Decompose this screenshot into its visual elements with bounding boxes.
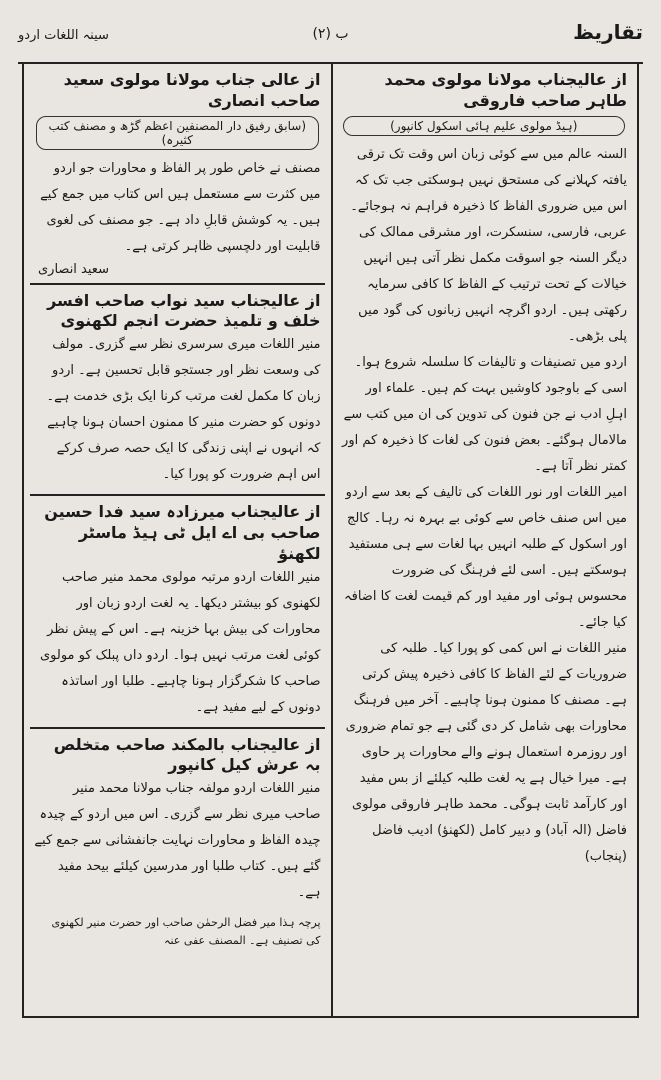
section-rule — [30, 494, 325, 496]
endorsement-heading: از عالی جناب مولانا مولوی سعید صاحب انصاری — [63, 70, 321, 110]
endorsement-heading: از عالیجناب بالمکند صاحب متخلص بہ عرش کیل کانپور — [53, 734, 321, 775]
endorsement-signature: سعید انصاری — [38, 261, 109, 277]
right-paragraph: السنہ عالم میں سے کوئی زبان اس وقت تک ترقی یافتہ کہلانے کی مستحق نہیں ہوسکتی جب تک کہ اس میں ضروری الفاظ کا ذخیرہ فراہم نہ ہوجائے۔ عربی، فارسی، سنسکرت، اور مشرقی ممالک کی دیگر السنہ جو اسوقت مکمل نظر آتی ہیں انہیں خیالات کے تحت ترتیب کے الفاظ کا کافی سرمایہ رکھتی ہیں۔ اردو اگرچہ انہیں زبانوں کی گود میں پلی بڑھی۔ — [350, 146, 627, 344]
right-paragraph: امیر اللغات اور نور اللغات کی تالیف کے بعد سے اردو میں اس صنف خاص سے کوئی بے بہرہ نہ رہا۔ کالج اور اسکول کے طلبہ انہیں بہا لغات سے ہی مستفید ہوسکتے ہیں۔ اسی لئے فرہنگ کی ضرورت محسوس ہوئی اور مفید اور کم قیمت لغت کا اضافہ کیا جائے۔ — [344, 484, 627, 630]
page-header — [18, 10, 643, 64]
endorsement-text: منیر اللغات اردو مرتبہ مولوی محمد منیر صاحب لکھنوی کو بیشتر دیکھا۔ یہ لغت اردو زبان اور محاورات کی بیش بہا خزینہ ہے۔ اس کے پیش نظر کوئی لغت مرتب نہیں ہوا۔ اردو داں پبلک کو مولوی صاحب کا شکرگزار ہونا چاہیے۔ طلبا اور اساتذہ دونوں کے لیے مفید ہے۔ — [39, 569, 321, 715]
section-rule — [30, 727, 325, 729]
right-column — [331, 64, 638, 1016]
endorsement-ansari — [24, 70, 331, 277]
endorsement-text: منیر اللغات میری سرسری نظر سے گزری۔ مولف کی وسعت نظر اور جستجو قابل تحسین ہے۔ اردو زبان کا مکمل لغت مرتب کرنا ایک بڑی خدمت ہے۔ دونوں کو حضرت منیر کا ممنون احسان ہونا چاہیے کہ انہوں نے اپنی زندگی کا ایک حصہ صرف کرکے اس اہم ضرورت کو پورا کیا۔ — [46, 337, 321, 483]
section-title: تقاریظ — [573, 20, 643, 44]
content-frame — [22, 62, 639, 1018]
endorsement-heading: از عالیجناب سید نواب صاحب افسر خلف و تلمیذ حضرت انجم لکھنوی — [47, 290, 321, 331]
endorsement-subheading: (سابق رفیق دار المصنفین اعظم گڑھ و مصنف کتب کثیرہ) — [36, 116, 319, 150]
right-paragraph: منیر اللغات نے اس کمی کو پورا کیا۔ طلبہ کی ضروریات کے لئے الفاظ کا کافی ذخیرہ پیش کرتی ہے۔ مصنف کا ممنون ہونا چاہیے۔ آخر میں فرہنگ محاورات بھی شامل کر دی گئی ہے جو تمام ضروری اور روزمرہ استعمال ہونے والے محاورات پر حاوی ہے۔ میرا خیال ہے یہ لغت طلبہ کیلئے از بس مفید اور کارآمد ثابت ہوگی۔ محمد طاہر فاروقی مولوی فاضل (الہ آباد) و دبیر کامل (لکھنؤ) ادیب فاضل (پنجاب) — [345, 640, 627, 864]
endorsement-text: مصنف نے خاص طور پر الفاظ و محاورات جو اردو میں کثرت سے مستعمل ہیں اس کتاب میں جمع کیے ہیں۔ یہ کوشش قابلِ داد ہے۔ جو مصنف کی لغوی قابلیت اور دلچسپی ظاہر کرتی ہے۔ — [40, 160, 321, 254]
endorsement-fida-husain — [24, 502, 331, 720]
right-paragraph: اردو میں تصنیفات و تالیفات کا سلسلہ شروع ہوا۔ اسی کے باوجود کاوشیں بہت کم ہیں۔ علماء اور اہلِ ادب نے جن فنون کی تدوین کی ان میں کتب سے مالامال ہوگئے۔ بعض فنون کی لغات کا ذخیرہ کم اور کمتر نظر آتا ہے۔ — [342, 354, 627, 474]
left-column — [24, 64, 331, 1016]
section-rule — [30, 283, 325, 285]
right-heading: از عالیجناب مولانا مولوی محمد طاہر صاحب فاروقی — [384, 70, 627, 110]
endorsement-heading: از عالیجناب میرزادہ سید فدا حسین صاحب بی اے ایل ٹی ہیڈ ماسٹر لکھنؤ — [44, 502, 321, 563]
running-title: سینہ اللغات اردو — [18, 28, 109, 43]
endorsement-text: منیر اللغات اردو مولفہ جناب مولانا محمد منیر صاحب میری نظر سے گزری۔ اس میں اردو کے چیدہ چیدہ الفاظ و محاورات نہایت جانفشانی سے جمع کیے گئے ہیں۔ کتاب طلبا اور مدرسین کیلئے بیحد مفید ہے۔ — [34, 781, 321, 901]
right-subheading: (ہیڈ مولوی علیم ہائی اسکول کانپور) — [343, 116, 626, 136]
endorsement-afsar — [24, 291, 331, 489]
page-number: ب (۲) — [312, 26, 349, 42]
footnote: پرچہ ہذا میر فضل الرحمٰن صاحب اور حضرت منیر لکھنوی کی تصنیف ہے۔ المصنف عفی عنہ — [51, 916, 321, 947]
endorsement-arsh — [24, 735, 331, 950]
